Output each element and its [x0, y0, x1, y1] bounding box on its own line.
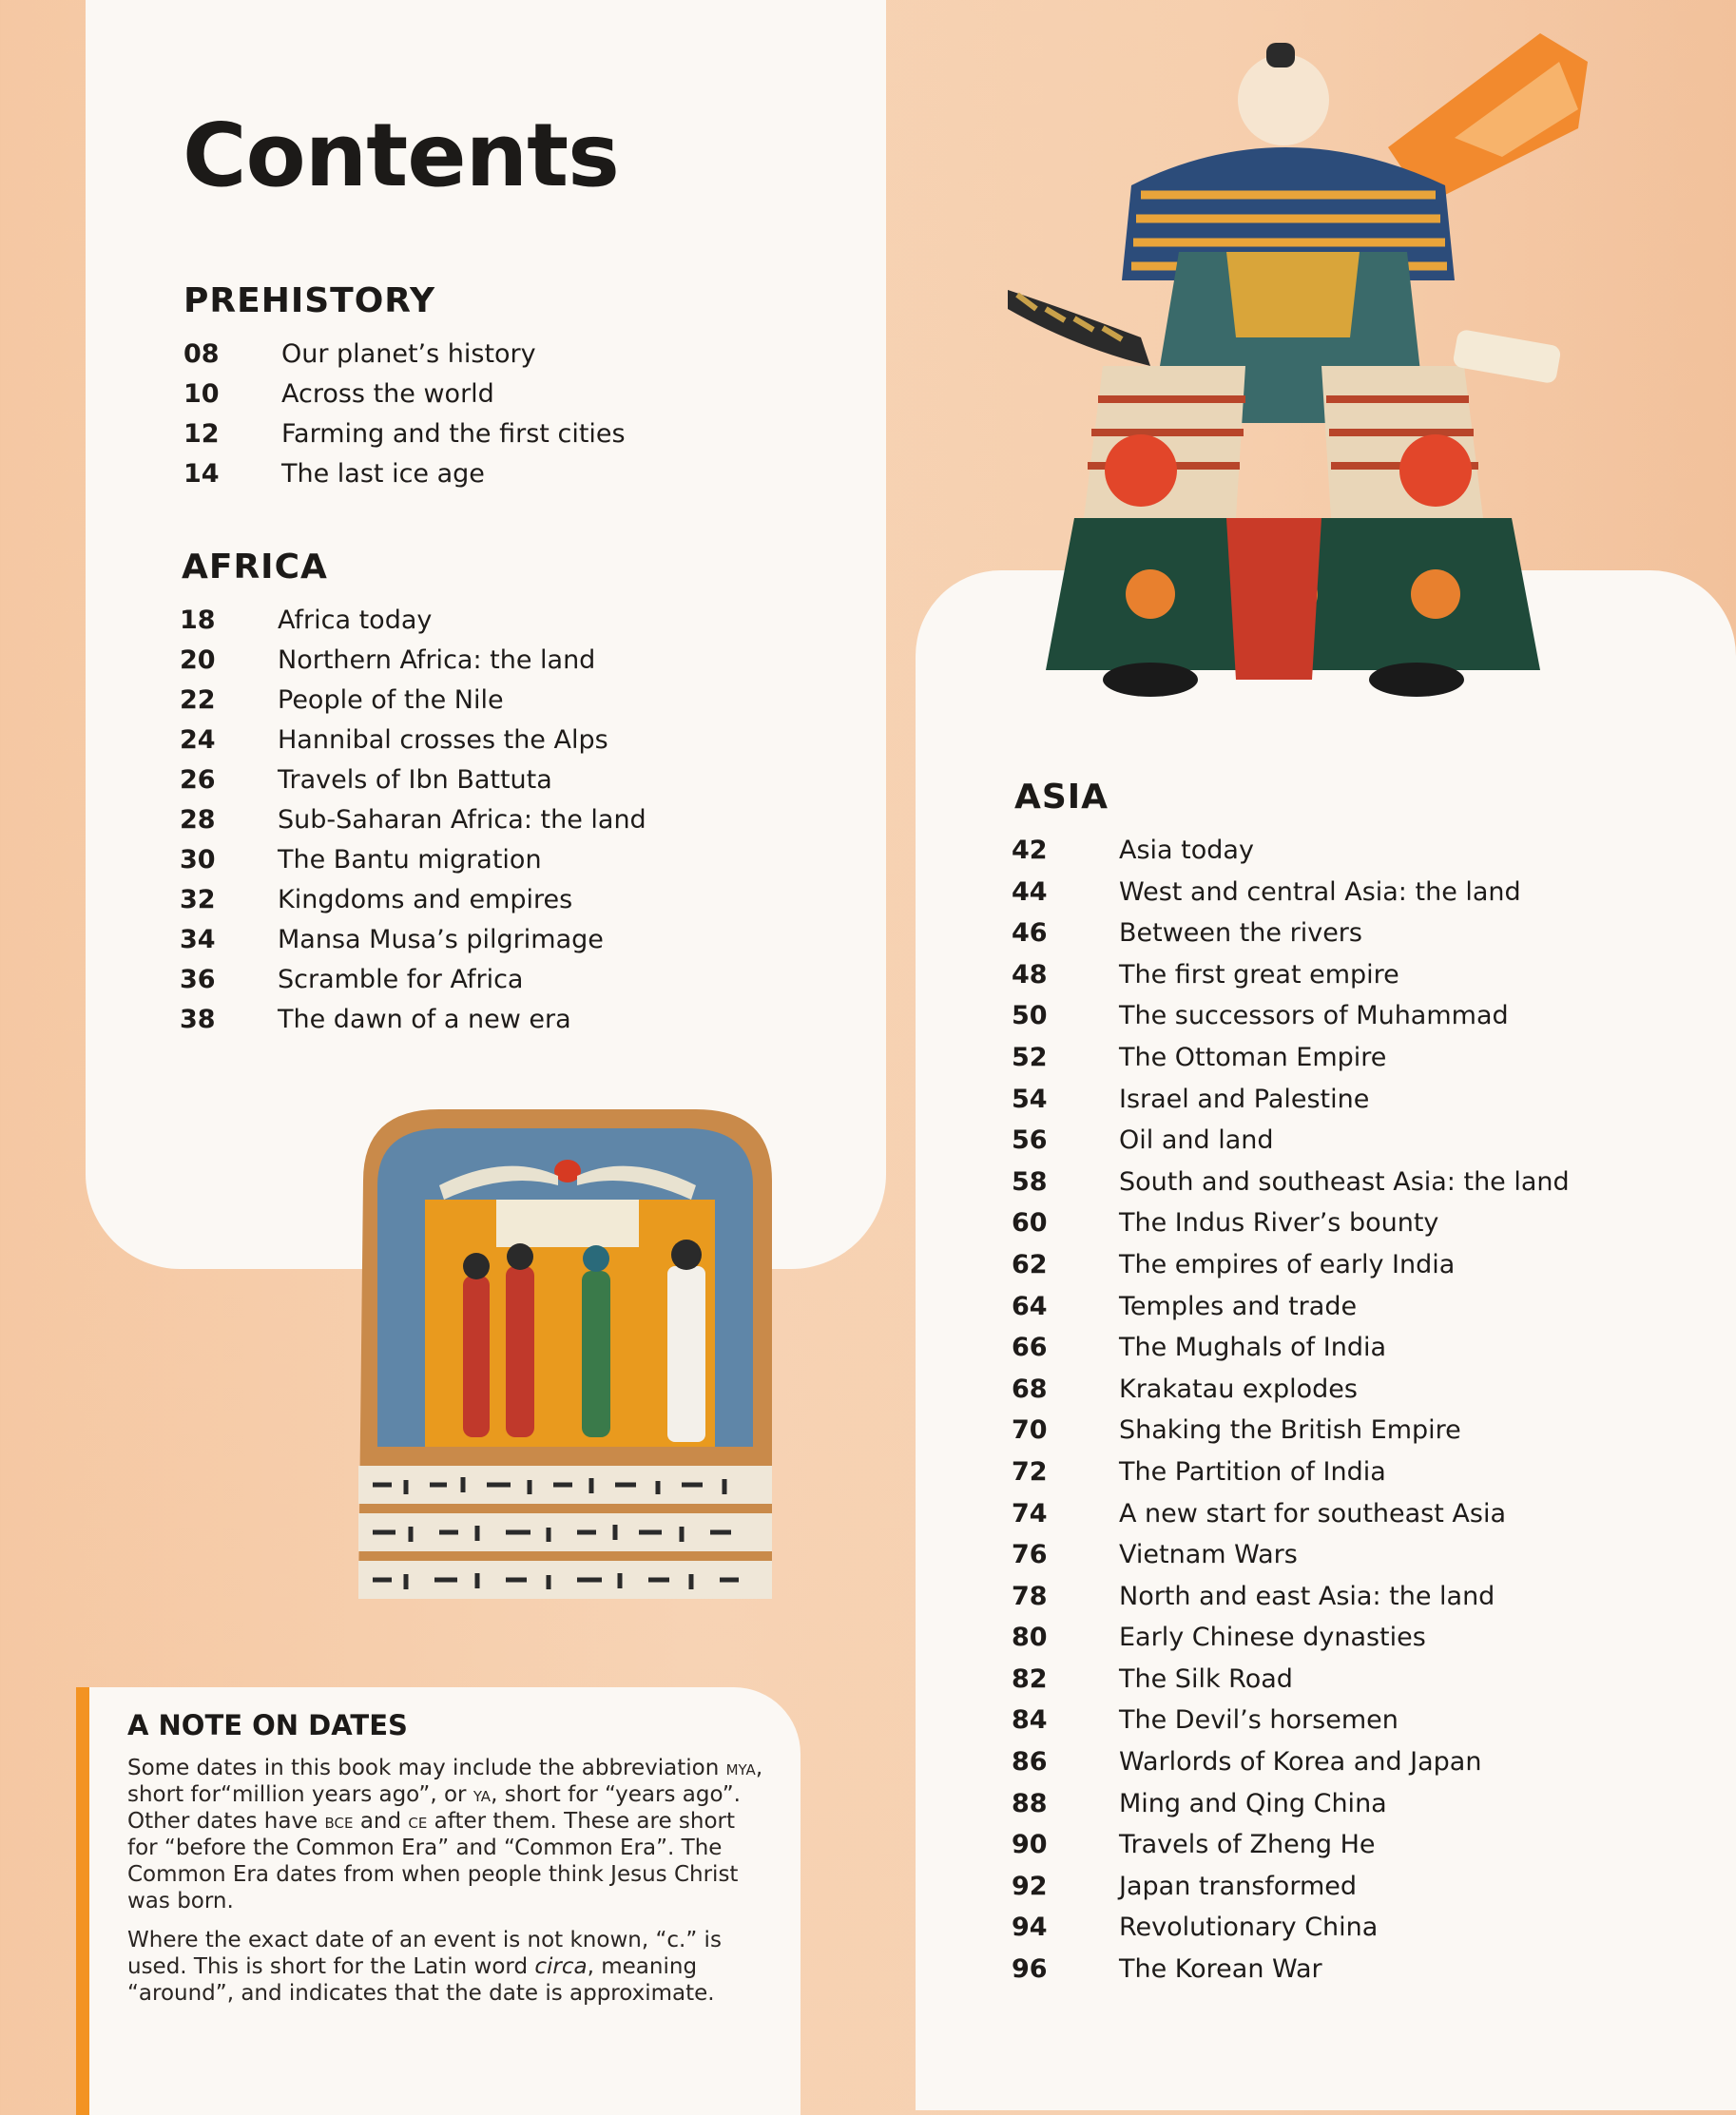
toc-page-number: 26 [180, 765, 216, 795]
toc-page-number: 66 [1012, 1333, 1048, 1363]
toc-entry-title: Kingdoms and empires [278, 885, 573, 914]
toc-page-number: 18 [180, 606, 216, 635]
toc-page-number: 22 [180, 685, 216, 715]
toc-page-number: 68 [1012, 1374, 1048, 1404]
toc-entry-title: Northern Africa: the land [278, 645, 596, 675]
abbreviation-mya: mya [725, 1757, 756, 1779]
toc-entry-title: The Silk Road [1119, 1663, 1293, 1694]
toc-page-number: 38 [180, 1005, 216, 1034]
toc-entry-title: Our planet’s history [281, 339, 536, 369]
toc-page-number: 54 [1012, 1084, 1048, 1114]
toc-entry-title: The empires of early India [1119, 1249, 1456, 1279]
toc-page-number: 10 [183, 379, 220, 409]
toc-entry-title: People of the Nile [278, 685, 504, 715]
toc-page-number: 42 [1012, 836, 1048, 865]
abbreviation-ce: ce [408, 1810, 428, 1833]
toc-page-number: 20 [180, 645, 216, 675]
toc-page-number: 86 [1012, 1747, 1048, 1778]
toc-page-number: 80 [1012, 1623, 1048, 1653]
abbreviation-bce: bce [324, 1810, 354, 1833]
toc-entry-title: Japan transformed [1119, 1871, 1358, 1901]
toc-page-number: 74 [1012, 1498, 1048, 1529]
toc-entry-title: The last ice age [281, 459, 485, 489]
toc-page-number: 64 [1012, 1291, 1048, 1321]
toc-entry-title: Sub-Saharan Africa: the land [278, 805, 646, 835]
toc-entry-title: Farming and the first cities [281, 419, 626, 449]
note-title: A NOTE ON DATES [127, 1709, 408, 1741]
toc-entry-title: The Korean War [1119, 1954, 1322, 1985]
toc-page-number: 56 [1012, 1125, 1048, 1156]
toc-page-number: 46 [1012, 918, 1048, 949]
toc-entry-title: Revolutionary China [1119, 1913, 1379, 1943]
egyptian-stela-illustration [354, 1105, 780, 1606]
toc-page-number: 44 [1012, 876, 1048, 907]
toc-entry-title: Shaking the British Empire [1119, 1415, 1461, 1446]
toc-entry-title: Temples and trade [1119, 1291, 1358, 1321]
toc-entry-title: West and central Asia: the land [1119, 876, 1521, 907]
toc-page-number: 70 [1012, 1415, 1048, 1446]
toc-page-number: 28 [180, 805, 216, 835]
toc-entry-title: Between the rivers [1119, 918, 1362, 949]
toc-entry-title: Mansa Musa’s pilgrimage [278, 925, 604, 954]
toc-entry-title: A new start for southeast Asia [1119, 1498, 1506, 1529]
abbreviation-ya: ya [473, 1783, 492, 1806]
toc-entry-title: Asia today [1119, 836, 1254, 865]
toc-page-number: 94 [1012, 1913, 1048, 1943]
toc-entry-title: Scramble for Africa [278, 965, 524, 994]
toc-page-number: 14 [183, 459, 220, 489]
toc-page-number: 96 [1012, 1954, 1048, 1985]
toc-page-number: 72 [1012, 1456, 1048, 1487]
toc-page-number: 48 [1012, 959, 1048, 990]
toc-page-number: 24 [180, 725, 216, 755]
toc-entry-title: North and east Asia: the land [1119, 1581, 1495, 1611]
toc-page-number: 34 [180, 925, 216, 954]
toc-entry-title: South and southeast Asia: the land [1119, 1166, 1570, 1197]
section-title-africa: AFRICA [182, 548, 328, 586]
note-text: after them. These are short for “before the Common Era” and “Common Era”. The Common Era dates from when people think Jesus Christ was born. [127, 1809, 739, 1913]
toc-page-number: 90 [1012, 1830, 1048, 1860]
note-text: Where the exact date of an event is not known, “c.” is used. This is short for the Latin word [127, 1928, 722, 1979]
toc-entry-title: The Ottoman Empire [1119, 1042, 1387, 1072]
section-title-prehistory: PREHISTORY [183, 281, 436, 320]
toc-page-number: 88 [1012, 1788, 1048, 1818]
toc-entry-title: Oil and land [1119, 1125, 1274, 1156]
toc-page-number: 08 [183, 339, 220, 369]
toc-page-number: 82 [1012, 1663, 1048, 1694]
toc-entry-title: The successors of Muhammad [1119, 1001, 1509, 1031]
toc-entry-title: Travels of Ibn Battuta [278, 765, 552, 795]
note-text: , short for“million years ago”, or [127, 1756, 763, 1807]
toc-entry-title: The first great empire [1119, 959, 1399, 990]
toc-entry-title: The Mughals of India [1119, 1333, 1387, 1363]
toc-entry-title: Travels of Zheng He [1119, 1830, 1376, 1860]
samurai-illustration [1008, 24, 1645, 699]
toc-entry-title: The Bantu migration [278, 845, 542, 875]
toc-entry-title: Early Chinese dynasties [1119, 1623, 1426, 1653]
toc-page-number: 30 [180, 845, 216, 875]
toc-entry-title: Ming and Qing China [1119, 1788, 1387, 1818]
toc-page-number: 52 [1012, 1042, 1048, 1072]
toc-page-number: 36 [180, 965, 216, 994]
note-paragraph-2 [127, 1927, 764, 2007]
toc-entry-title: The Devil’s horsemen [1119, 1705, 1398, 1736]
note-text: , meaning “around”, and indicates that the date is approximate. [127, 1954, 715, 2006]
note-text: and [353, 1809, 409, 1834]
toc-entry-title: Africa today [278, 606, 433, 635]
note-paragraph-1 [127, 1755, 764, 1914]
toc-entry-title: The dawn of a new era [278, 1005, 571, 1034]
toc-page-number: 32 [180, 885, 216, 914]
note-emphasis: circa [534, 1954, 588, 1979]
toc-page-number: 76 [1012, 1540, 1048, 1570]
toc-page-number: 92 [1012, 1871, 1048, 1901]
toc-entry-title: Across the world [281, 379, 494, 409]
note-text: , short for “years ago”. Other dates have [127, 1782, 741, 1834]
note-text: Some dates in this book may include the abbreviation [127, 1756, 726, 1780]
toc-entry-title: Krakatau explodes [1119, 1374, 1358, 1404]
toc-entry-title: Warlords of Korea and Japan [1119, 1747, 1482, 1778]
page-title: Contents [183, 105, 619, 206]
section-title-asia: ASIA [1014, 778, 1109, 817]
toc-entry-title: Israel and Palestine [1119, 1084, 1370, 1114]
toc-page-number: 84 [1012, 1705, 1048, 1736]
toc-entry-title: Hannibal crosses the Alps [278, 725, 608, 755]
toc-page-number: 12 [183, 419, 220, 449]
toc-page-number: 58 [1012, 1166, 1048, 1197]
toc-page-number: 78 [1012, 1581, 1048, 1611]
toc-page-number: 50 [1012, 1001, 1048, 1031]
toc-entry-title: The Partition of India [1119, 1456, 1386, 1487]
toc-page-number: 62 [1012, 1249, 1048, 1279]
toc-page-number: 60 [1012, 1208, 1048, 1239]
toc-entry-title: The Indus River’s bounty [1119, 1208, 1439, 1239]
toc-entry-title: Vietnam Wars [1119, 1540, 1298, 1570]
